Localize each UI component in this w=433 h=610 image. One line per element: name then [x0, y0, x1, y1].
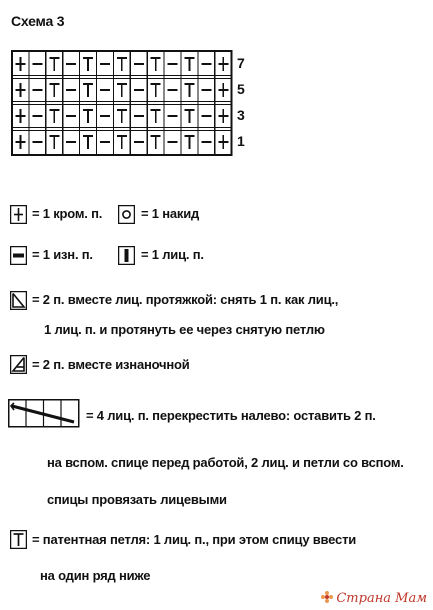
chart-cell-patent — [184, 110, 194, 123]
legend-knit-text: = 1 лиц. п. — [141, 247, 204, 262]
chart-cell-patent — [49, 110, 59, 123]
edge-stitch-icon — [10, 205, 27, 229]
chart-cell-patent — [83, 84, 93, 97]
chart-cell-patent — [151, 84, 161, 97]
chart-cell-edge — [218, 83, 228, 97]
p2tog-icon — [10, 355, 27, 379]
patent-stitch-icon — [10, 530, 27, 554]
legend-edge-text: = 1 кром. п. — [32, 206, 103, 221]
legend-cross-line3: спицы провязать лицевыми — [47, 492, 227, 507]
purl-icon — [10, 246, 27, 270]
chart-cell-patent — [184, 136, 194, 149]
chart-cell-patent — [151, 136, 161, 149]
chart-cell-patent — [49, 136, 59, 149]
row-number: 3 — [237, 107, 245, 123]
chart-cell-patent — [151, 110, 161, 123]
chart-cell-patent — [184, 58, 194, 71]
flower-logo-icon — [321, 591, 333, 603]
legend-patent-line1: = патентная петля: 1 лиц. п., при этом спицу ввести — [32, 532, 357, 547]
chart-cell-patent — [117, 136, 127, 149]
legend-patent-line2: на один ряд ниже — [40, 568, 151, 583]
legend-k2tog-tbl-line2: 1 лиц. п. и протянуть ее через снятую петлю — [44, 322, 325, 337]
scheme-title: Схема 3 — [11, 13, 65, 29]
chart-cell-patent — [117, 84, 127, 97]
chart-cell-edge — [218, 135, 228, 149]
site-watermark — [321, 591, 427, 606]
chart-cell-patent — [151, 58, 161, 71]
chart-cell-patent — [117, 58, 127, 71]
chart-cell-patent — [117, 110, 127, 123]
chart-cell-edge — [218, 109, 228, 123]
chart-cell-patent — [49, 58, 59, 71]
legend-k2tog-tbl-line1: = 2 п. вместе лиц. протяжкой: снять 1 п. как лиц., — [32, 292, 339, 307]
k2tog-tbl-icon — [10, 291, 27, 315]
chart-cell-patent — [83, 58, 93, 71]
chart-cell-patent — [83, 110, 93, 123]
legend-p2tog-text: = 2 п. вместе изнаночной — [32, 357, 190, 372]
chart-cell-patent — [49, 84, 59, 97]
knit-icon — [118, 246, 135, 270]
legend-yarn-over-text: = 1 накид — [141, 206, 200, 221]
chart-cell-edge — [15, 135, 25, 149]
chart-cell-patent — [83, 136, 93, 149]
chart-cell-edge — [218, 57, 228, 71]
row-number: 1 — [237, 133, 245, 149]
legend-cross-line2: на вспом. спице перед работой, 2 лиц. и петли со вспом. — [47, 455, 404, 470]
chart-cell-edge — [15, 57, 25, 71]
watermark-text: Страна Мам — [336, 591, 427, 606]
legend-cross-line1: = 4 лиц. п. перекрестить налево: оставить 2 п. — [86, 408, 376, 423]
yarn-over-icon — [118, 205, 135, 229]
legend-purl-text: = 1 изн. п. — [32, 247, 93, 262]
chart-cell-edge — [15, 109, 25, 123]
row-number: 5 — [237, 81, 245, 97]
chart-cell-patent — [184, 84, 194, 97]
chart-cell-edge — [15, 83, 25, 97]
cable-cross-left-icon — [8, 399, 80, 434]
row-number: 7 — [237, 55, 245, 71]
